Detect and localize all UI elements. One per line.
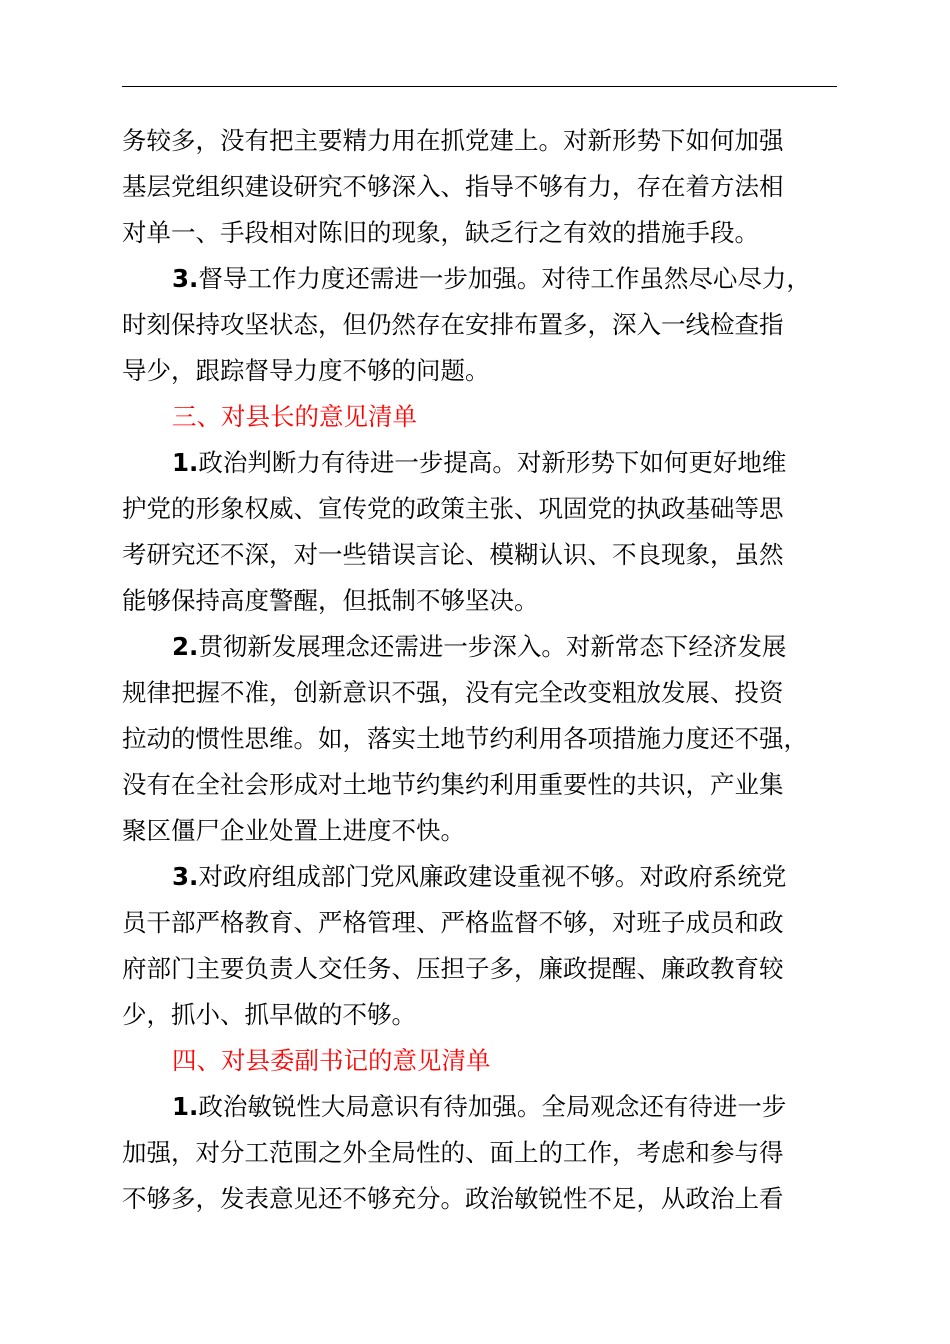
paragraph-line: 员干部严格教育、严格管理、严格监督不够，对班子成员和政 <box>122 908 784 937</box>
list-item <box>122 1084 862 1130</box>
paragraph-line: 没有在全社会形成对土地节约集约利用重要性的共识，产业集 <box>122 770 784 799</box>
item-text: 对政府组成部门党风廉政建设重视不够。对政府系统党 <box>198 862 787 891</box>
document-body <box>122 118 862 1222</box>
section-heading: 四、对县委副书记的意见清单 <box>172 1046 491 1075</box>
item-text: 政治判断力有待进一步提高。对新形势下如何更好地维 <box>198 448 787 477</box>
list-item <box>122 440 862 486</box>
paragraph-line: 务较多，没有把主要精力用在抓党建上。对新形势下如何加强 <box>122 126 784 155</box>
item-number: 3. <box>172 264 199 293</box>
paragraph-line: 规律把握不准，创新意识不强，没有完全改变粗放发展、投资 <box>122 678 784 707</box>
paragraph-line: 府部门主要负责人交任务、压担子多，廉政提醒、廉政教育较 <box>122 954 784 983</box>
item-text: 政治敏锐性大局意识有待加强。全局观念还有待进一步 <box>198 1092 787 1121</box>
paragraph-line: 不够多，发表意见还不够充分。政治敏锐性不足，从政治上看 <box>122 1184 784 1213</box>
paragraph-line: 对单一、手段相对陈旧的现象，缺乏行之有效的措施手段。 <box>122 218 759 247</box>
item-number: 1. <box>172 1092 199 1121</box>
paragraph-line: 时刻保持攻坚状态，但仍然存在安排布置多，深入一线检查指 <box>122 310 784 339</box>
item-text: 督导工作力度还需进一步加强。对待工作虽然尽心尽力， <box>198 264 811 293</box>
section-heading: 三、对县长的意见清单 <box>172 402 417 431</box>
paragraph-line: 护党的形象权威、宣传党的政策主张、巩固党的执政基础等思 <box>122 494 784 523</box>
list-item <box>122 624 862 670</box>
list-item <box>122 256 862 302</box>
paragraph-line: 聚区僵尸企业处置上进度不快。 <box>122 816 465 845</box>
header-rule <box>122 86 837 87</box>
list-item <box>122 854 862 900</box>
paragraph-line: 导少，跟踪督导力度不够的问题。 <box>122 356 490 385</box>
item-text: 贯彻新发展理念还需进一步深入。对新常态下经济发展 <box>198 632 787 661</box>
paragraph-line: 拉动的惯性思维。如，落实土地节约利用各项措施力度还不强， <box>122 724 808 753</box>
item-number: 1. <box>172 448 199 477</box>
item-number: 3. <box>172 862 199 891</box>
paragraph-line: 基层党组织建设研究不够深入、指导不够有力，存在着方法相 <box>122 172 784 201</box>
paragraph-line: 考研究还不深，对一些错误言论、模糊认识、不良现象，虽然 <box>122 540 784 569</box>
paragraph-line: 少，抓小、抓早做的不够。 <box>122 1000 416 1029</box>
paragraph-line: 能够保持高度警醒，但抵制不够坚决。 <box>122 586 539 615</box>
paragraph-line: 加强，对分工范围之外全局性的、面上的工作，考虑和参与得 <box>122 1138 784 1167</box>
item-number: 2. <box>172 632 199 661</box>
